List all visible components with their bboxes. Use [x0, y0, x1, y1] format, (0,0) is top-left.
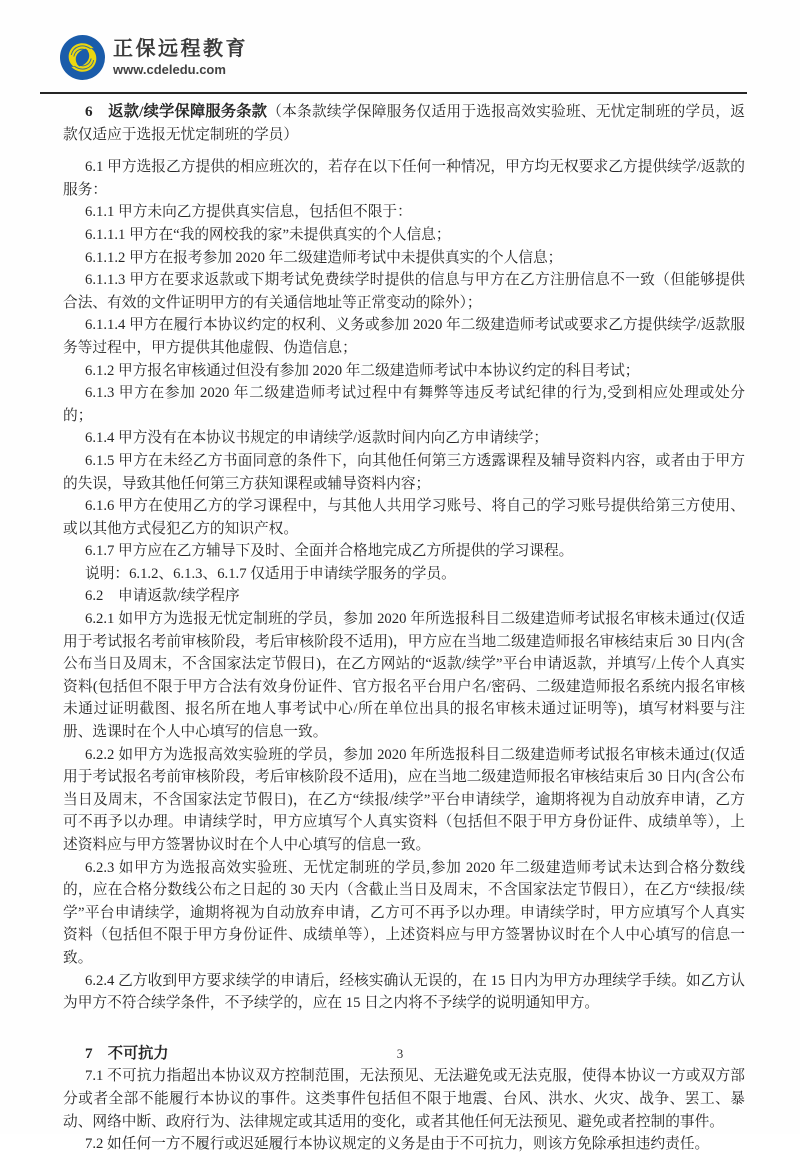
clause-6-1: 6.1 甲方选报乙方提供的相应班次的，若存在以下任何一种情况，甲方均无权要求乙方提供续学/返款的服务：	[63, 159, 745, 198]
clause-6-title: 6 返款/续学保障服务条款（本条款续学保障服务仅适用于选报高效实验班、无忧定制班的学员，返款仅适应于选报无忧定制班的学员）	[63, 103, 745, 143]
clause-6-1-3: 6.1.3 甲方在参加 2020 年二级建造师考试过程中有舞弊等违反考试纪律的行为,受到相应处理或处分的；	[63, 385, 745, 424]
clause-6-1-5: 6.1.5 甲方在未经乙方书面同意的条件下，向其他任何第三方透露课程及辅导资料内容，或者由于甲方的失误，导致其他任何第三方获知课程或辅导资料内容；	[63, 452, 745, 492]
brand-logo	[60, 35, 248, 80]
clause-6-1-1-1: 6.1.1.1 甲方在“我的网校我的家”未提供真实的个人信息；	[85, 226, 451, 243]
page-header	[40, 0, 747, 94]
clause-7-title-bold: 7 不可抗力	[85, 1044, 169, 1062]
brand-text-block	[113, 35, 248, 78]
document-body	[0, 94, 800, 1156]
brand-url: www.cdeledu.com	[113, 62, 226, 77]
clause-6-1-1-3: 6.1.1.3 甲方在要求返款或下期考试免费续学时提供的信息与甲方在乙方注册信息不一致（但能够提供合法、有效的文件证明甲方的有关通信地址等正常变动的除外）；	[63, 272, 745, 311]
clause-6-1-4: 6.1.4 甲方没有在本协议书规定的申请续学/返款时间内向乙方申请续学；	[85, 430, 549, 447]
clause-6-1-1-2: 6.1.1.2 甲方在报考参加 2020 年二级建造师考试中未提供真实的个人信息；	[85, 249, 563, 266]
clause-6-2-2: 6.2.2 如甲方为选报高效实验班的学员，参加 2020 年所选报科目二级建造师考试报名审核未通过(仅适用于考试报名考前审核阶段，考后审核阶段不适用)，应在当地二级建造师报名审核结束后 30 日内(含公布当日及周末，不含国家法定节假日)，在乙方“续报/续学”平台申请续学，逾期将视为自动放弃申请，乙方可不再予以办理。申请续学时，甲方应填写个人真实资料（包括但不限于甲方身份证件、成绩单等），上述资料应与甲方签署协议时在个人中心填写的信息一致。	[63, 746, 745, 853]
clause-6-1-1: 6.1.1 甲方未向乙方提供真实信息，包括但不限于：	[85, 204, 412, 221]
clause-6-1-7: 6.1.7 甲方应在乙方辅导下及时、全面并合格地完成乙方所提供的学习课程。	[85, 543, 574, 560]
clause-6-1-2: 6.1.2 甲方报名审核通过但没有参加 2020 年二级建造师考试中本协议约定的科目考试；	[85, 362, 640, 379]
clause-6-1-6: 6.1.6 甲方在使用乙方的学习课程中，与其他人共用学习账号、将自己的学习账号提供给第三方使用、或以其他方式侵犯乙方的知识产权。	[63, 498, 745, 537]
page-footer	[0, 1046, 800, 1062]
brand-logo-icon	[60, 35, 105, 80]
clause-6-2-3: 6.2.3 如甲方为选报高效实验班、无忧定制班的学员,参加 2020 年二级建造师考试未达到合格分数线的，应在合格分数线公布之日起的 30 天内（含截止当日及周末，不含国家法定节假日），在乙方“续报/续学”平台申请续学，逾期将视为自动放弃申请，乙方可不再予以办理。申请续学时，甲方应填写个人真实资料（包括但不限于甲方身份证件、成绩单等），上述资料应与甲方签署协议时在个人中心填写的信息一致。	[63, 859, 745, 966]
clause-6-note: 说明：6.1.2、6.1.3、6.1.7 仅适用于申请续学服务的学员。	[85, 565, 456, 582]
clause-6-title-bold: 6 返款/续学保障服务条款	[85, 103, 268, 120]
clause-6-2-4: 6.2.4 乙方收到甲方要求续学的申请后，经核实确认无误的，在 15 日内为甲方办理续学手续。如乙方认为甲方不符合续学条件，不予续学的，应在 15 日之内将不予续学的说明通知甲方。	[63, 972, 745, 1012]
clause-6-2: 6.2 申请返款/续学程序	[85, 588, 240, 605]
clause-7-1: 7.1 不可抗力指超出本协议双方控制范围，无法预见、无法避免或无法克服，使得本协议一方或双方部分或者全部不能履行本协议的事件。这类事件包括但不限于地震、台风、洪水、火灾、战争、罢工、暴动、网络中断、政府行为、法律规定或其适用的变化，或者其他任何无法预见、避免或者控制的事件。	[63, 1068, 745, 1130]
clause-6-2-1: 6.2.1 如甲方为选报无忧定制班的学员，参加 2020 年所选报科目二级建造师考试报名审核未通过(仅适用于考试报名考前审核阶段，考后审核阶段不适用)，甲方应在当地二级建造师报名审核结束后 30 日内(含公布当日及周末，不含国家法定节假日)，在乙方网站的“返款/续学”平台申请返款，并填写/上传个人真实资料(包括但不限于甲方合法有效身份证件、官方报名平台用户名/密码、二级建造师报名系统内报名审核未通过证明截图、报名所在地人事考试中心/所在单位出具的报名审核未通过证明等)，填写材料要与注册、选课时在个人中心填写的信息一致。	[63, 611, 745, 741]
clause-6-1-1-4: 6.1.1.4 甲方在履行本协议约定的权利、义务或参加 2020 年二级建造师考试或要求乙方提供续学/返款服务等过程中，甲方提供其他虚假、伪造信息；	[63, 317, 745, 356]
page-number: 3	[396, 1046, 404, 1061]
brand-name: 正保远程教育	[113, 38, 248, 60]
clause-7-2: 7.2 如任何一方不履行或迟延履行本协议规定的义务是由于不可抗力，则该方免除承担违约责任。	[85, 1136, 710, 1153]
